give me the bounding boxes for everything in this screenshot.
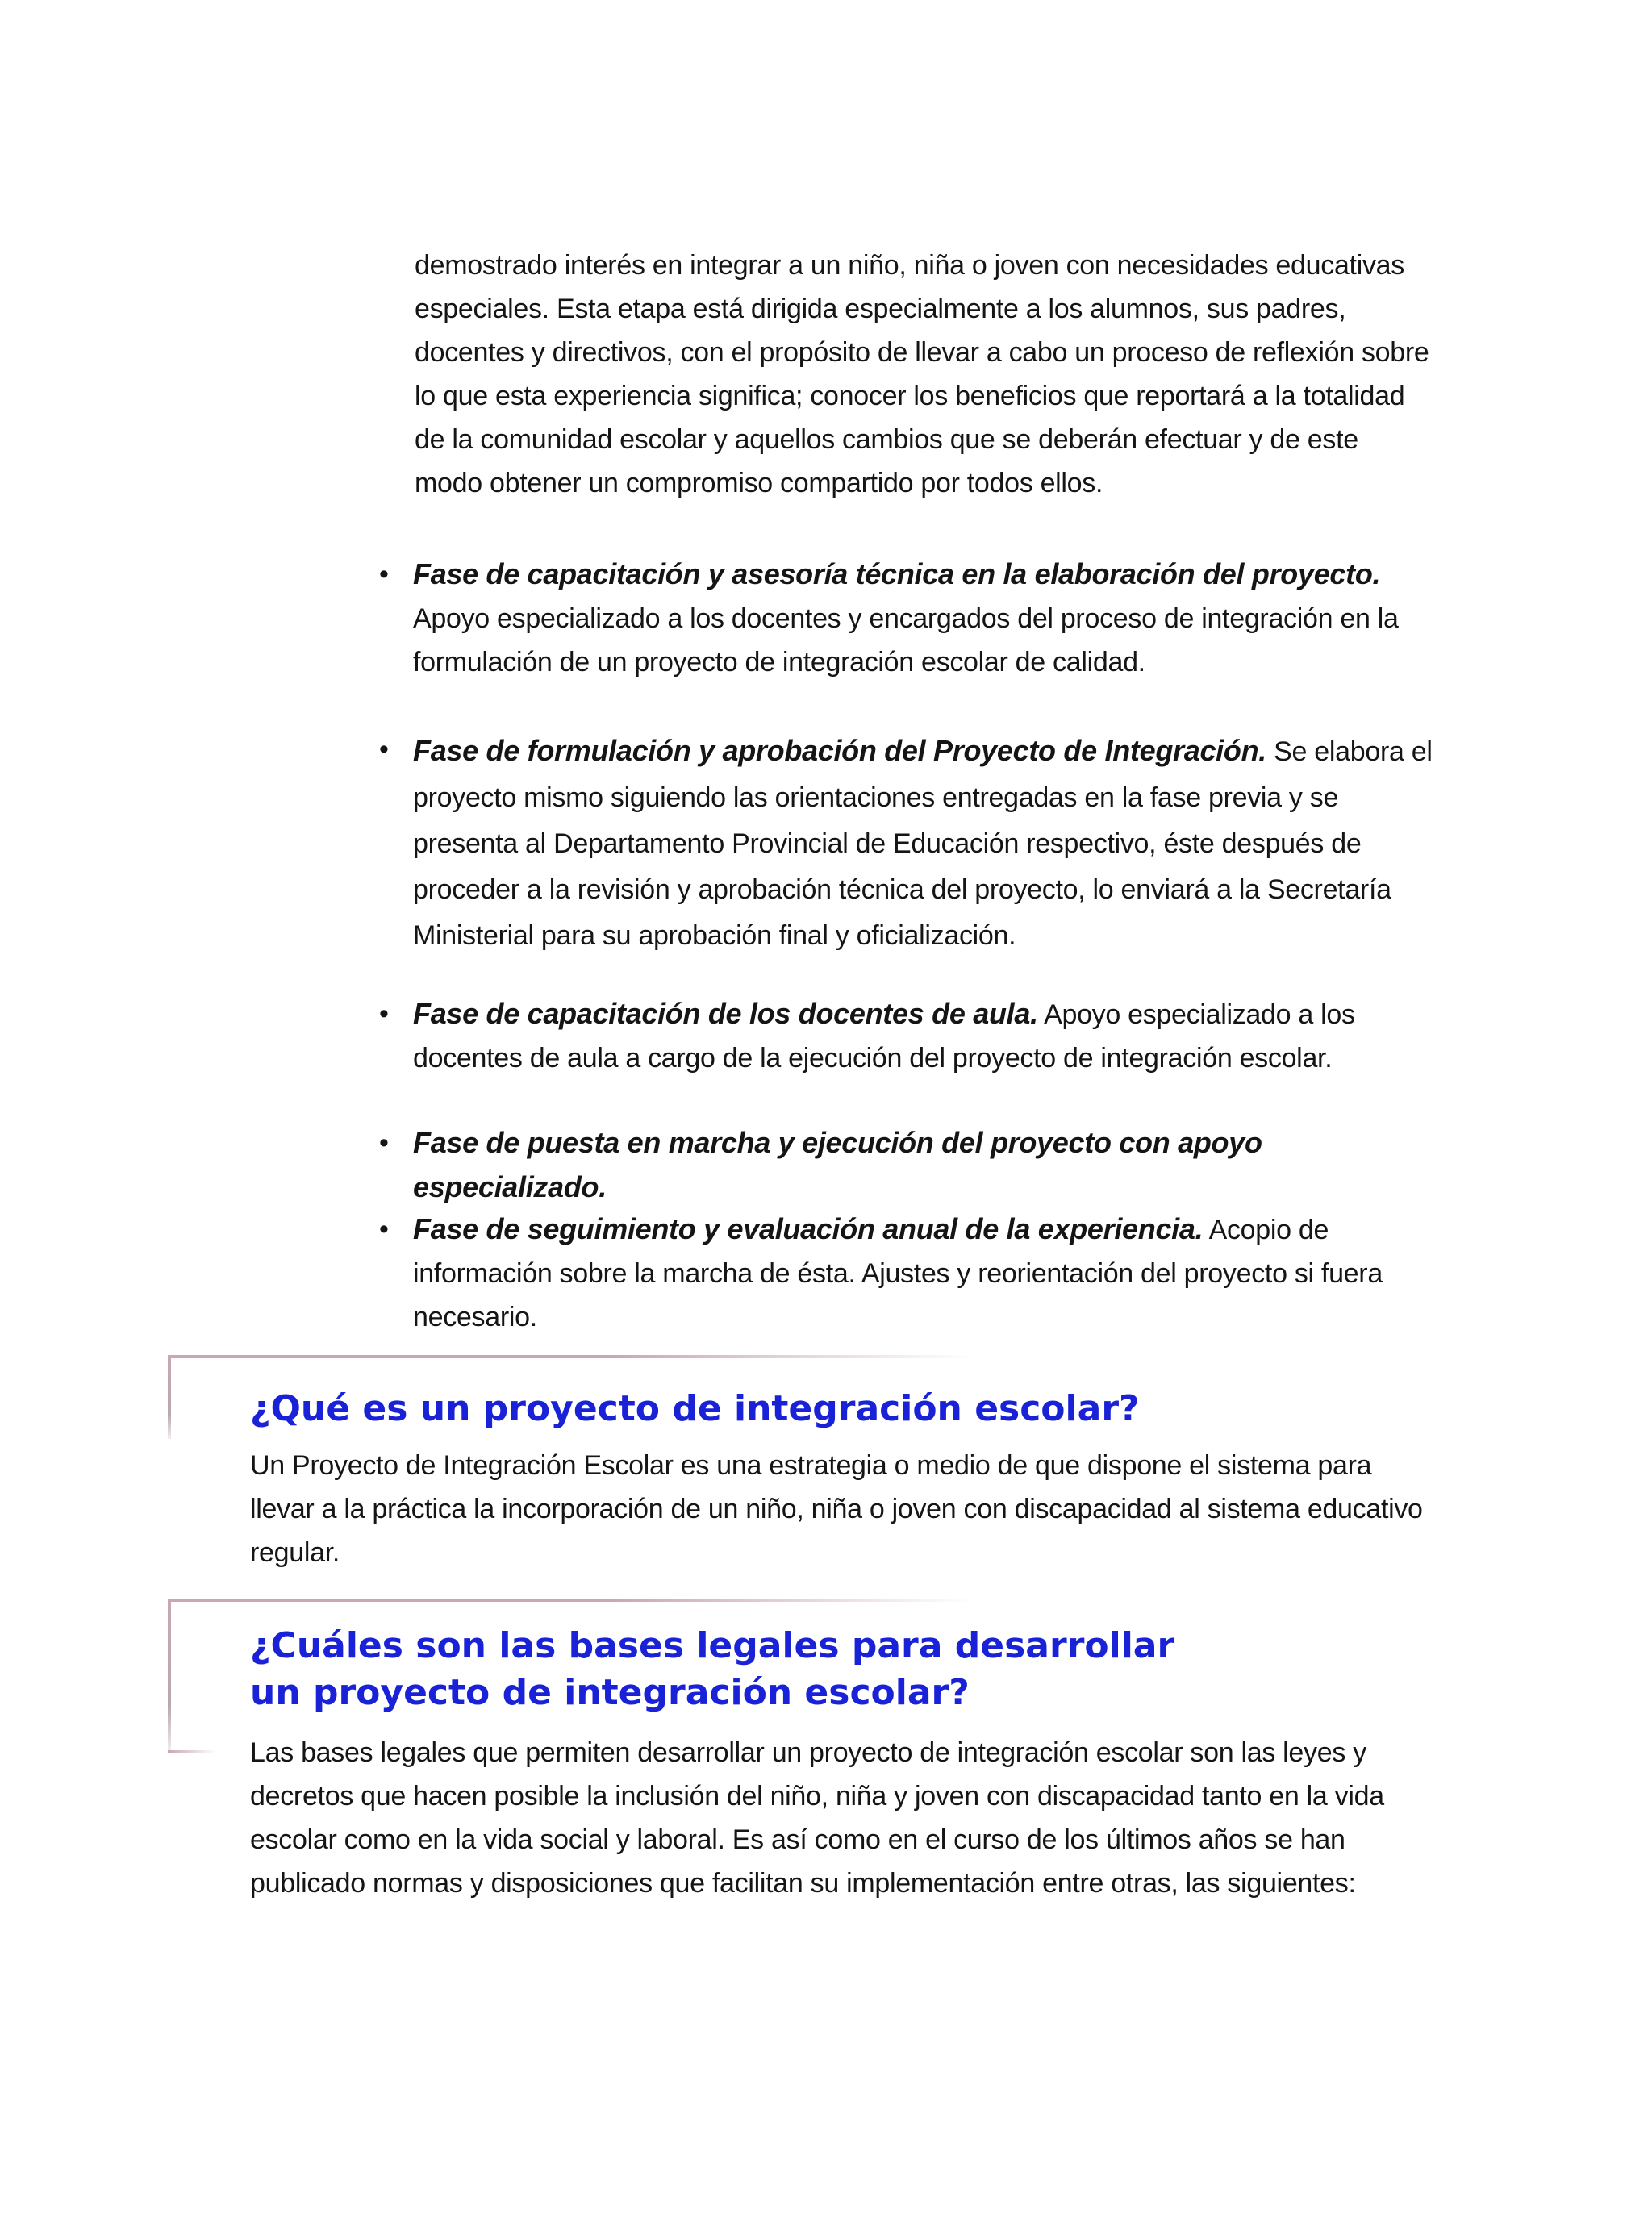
phase-item — [376, 728, 1441, 959]
heading-line: ¿Qué es un proyecto de integración escolar? — [250, 1388, 1140, 1429]
phase-item — [376, 992, 1441, 1080]
section-heading — [250, 1386, 1140, 1432]
frame-top-rule — [168, 1355, 974, 1358]
section-heading — [250, 1623, 1174, 1716]
phase-title: Fase de puesta en marcha y ejecución del proyecto con apoyo especializado. — [413, 1126, 1262, 1203]
phase-title: Fase de formulación y aprobación del Proyecto de Integración. — [413, 734, 1266, 767]
frame-foot-rule — [168, 1750, 216, 1753]
frame-left-rule — [168, 1355, 171, 1439]
phase-title: Fase de seguimiento y evaluación anual de la experiencia. — [413, 1212, 1204, 1245]
phase-title: Fase de capacitación y asesoría técnica en la elaboración del proyecto. — [413, 557, 1381, 590]
phase-title: Fase de capacitación de los docentes de aula. — [413, 997, 1038, 1030]
section-body: Las bases legales que permiten desarrollar un proyecto de integración escolar son las leyes y decretos que hacen posible la inclusión del niño, niña y joven con discapacidad tanto en la vida escolar como en la vida social y laboral. Es así como en el curso de los últimos años se han publicado normas y disposiciones que facilitan su implementación entre otras, las siguientes: — [250, 1737, 1384, 1899]
phase-body: Acopio de información sobre la marcha de ésta. Ajustes y reorientación del proyecto si fuera necesario. — [413, 1215, 1383, 1332]
phase-item — [376, 1207, 1441, 1339]
bullet-icon: • — [379, 559, 389, 590]
section-body: Un Proyecto de Integración Escolar es una estrategia o medio de que dispone el sistema para llevar a la práctica la incorporación de un niño, niña o joven con discapacidad al sistema educativo regular. — [250, 1450, 1423, 1568]
phase-text — [413, 1207, 1437, 1339]
phase-text — [413, 552, 1437, 684]
phase-body: Se elabora el proyecto mismo siguiendo las orientaciones entregadas en la fase previa y se presenta al Departamento Provincial de Educación respectivo, éste después de proceder a la revisión y aprobación técnica del proyecto, lo enviará a la Secretaría Ministerial para su aprobación final y oficialización. — [413, 736, 1433, 951]
intro-paragraph: demostrado interés en integrar a un niño, niña o joven con necesidades educativas especiales. Esta etapa está dirigida especialmente a los alumnos, sus padres, docentes y directivos, con el propósito de llevar a cabo un proceso de reflexión sobre lo que esta experiencia significa; conocer los beneficios que reportará a la totalidad de la comunidad escolar y aquellos cambios que se deberán efectuar y de este modo obtener un compromiso compartido por todos ellos. — [415, 250, 1429, 498]
phase-text — [413, 1121, 1437, 1210]
phase-body: Apoyo especializado a los docentes y encargados del proceso de integración en la formulación de un proyecto de integración escolar de calidad. — [413, 603, 1399, 678]
bullet-icon: • — [379, 1214, 389, 1245]
frame-left-rule — [168, 1599, 171, 1752]
heading-line: un proyecto de integración escolar? — [250, 1672, 970, 1713]
heading-line: ¿Cuáles son las bases legales para desarrollar — [250, 1625, 1175, 1666]
phase-body: Apoyo especializado a los docentes de aula a cargo de la ejecución del proyecto de integración escolar. — [413, 999, 1355, 1074]
phase-item — [376, 1121, 1441, 1210]
phase-text — [413, 728, 1437, 959]
frame-top-rule — [168, 1599, 974, 1602]
phase-item — [376, 552, 1441, 684]
phase-text — [413, 992, 1437, 1080]
bullet-icon: • — [379, 734, 389, 765]
bullet-icon: • — [379, 999, 389, 1029]
bullet-icon: • — [379, 1128, 389, 1158]
